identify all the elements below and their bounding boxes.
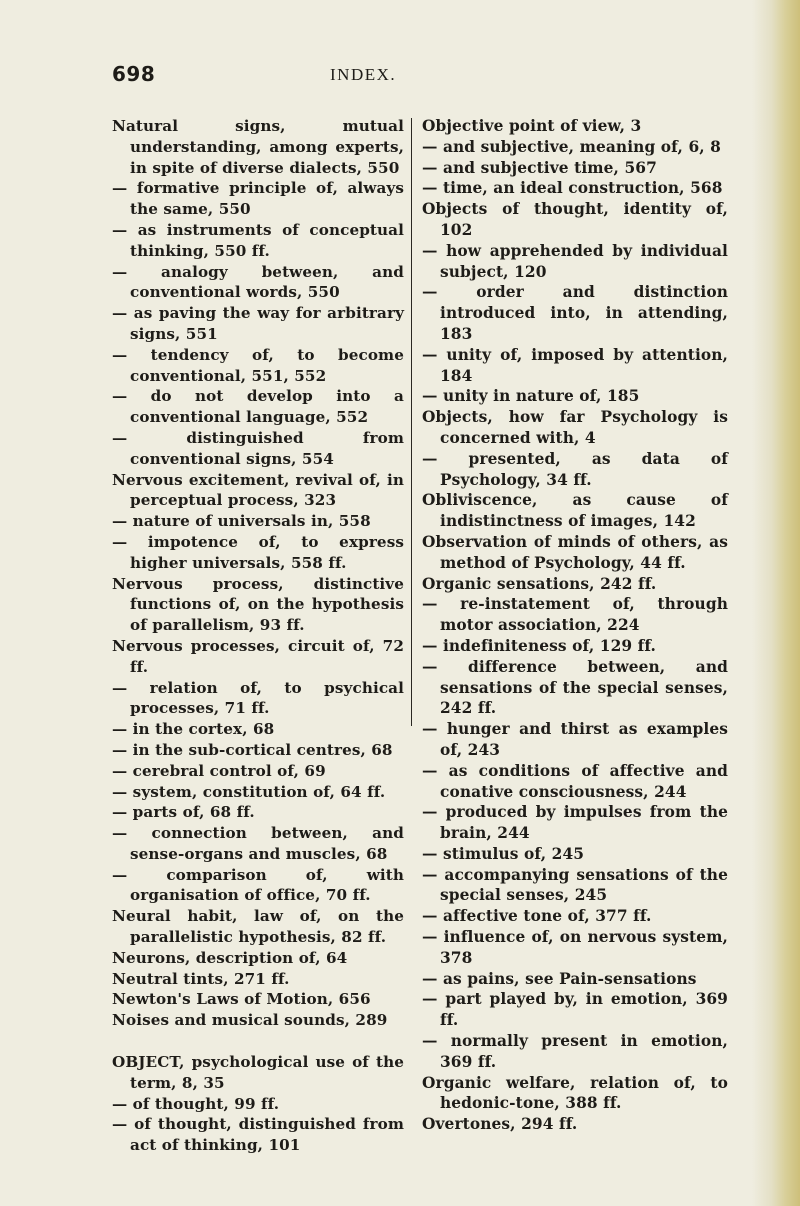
index-entry: Natural signs, mutual understanding, among experts, in spite of diverse dialects, 550 — [112, 117, 404, 177]
index-entry: — difference between, and sensations of the special senses, 242 ff. — [422, 657, 728, 718]
index-entry: — system, constitution of, 64 ff. — [112, 782, 386, 801]
index-entry: OBJECT, psychological use of the term, 8, 35 — [112, 1053, 404, 1092]
page-number: 698 — [112, 62, 156, 86]
index-entry: — indefiniteness of, 129 ff. — [422, 636, 657, 655]
index-entry: — of thought, distinguished from act of thinking, 101 — [112, 1115, 404, 1155]
index-entry: Objects of thought, identity of, 102 — [422, 200, 728, 239]
index-entry: Nervous excitement, revival of, in perceptual process, 323 — [112, 470, 404, 510]
index-entry: — formative principle of, always the same, 550 — [112, 179, 404, 219]
index-entry: — in the cortex, 68 — [112, 720, 275, 739]
index-gap — [112, 1031, 404, 1052]
index-entry: — comparison of, with organisation of office, 70 ff. — [112, 865, 404, 905]
index-entry: — parts of, 68 ff. — [112, 803, 255, 822]
index-entry: — as instruments of conceptual thinking, 550 ff. — [112, 220, 404, 260]
index-entry: Nervous process, distinctive functions of, on the hypothesis of parallelism, 93 ff. — [112, 574, 404, 635]
index-entry: — re-instatement of, through motor association, 224 — [422, 595, 728, 635]
index-entry: — impotence of, to express higher universals, 558 ff. — [112, 532, 404, 572]
index-entry: — order and distinction introduced into, in attending, 183 — [422, 283, 728, 343]
index-entry: — in the sub-cortical centres, 68 — [112, 740, 393, 759]
index-entry: — hunger and thirst as examples of, 243 — [422, 720, 728, 759]
index-entry: — cerebral control of, 69 — [112, 761, 326, 780]
column-divider — [411, 118, 412, 726]
page-header — [0, 62, 790, 86]
index-entry: Neutral tints, 271 ff. — [112, 969, 290, 988]
index-entry: Noises and musical sounds, 289 — [112, 1011, 388, 1030]
index-entry: — stimulus of, 245 — [422, 844, 585, 863]
index-entry: — relation of, to psychical processes, 71 ff. — [112, 678, 404, 718]
index-entry: — do not develop into a conventional language, 552 — [112, 387, 404, 427]
index-entry: — of thought, 99 ff. — [112, 1094, 280, 1113]
page-edge-shadow — [752, 0, 800, 1206]
index-column-left — [112, 116, 404, 1156]
index-entry: Organic welfare, relation of, to hedonic-tone, 388 ff. — [422, 1073, 728, 1113]
index-entry: — influence of, on nervous system, 378 — [422, 928, 728, 967]
index-entry: Objects, how far Psychology is concerned with, 4 — [422, 408, 728, 447]
index-entry: — produced by impulses from the brain, 244 — [422, 803, 728, 843]
index-entry: — and subjective, meaning of, 6, 8 — [422, 137, 721, 156]
index-entry: — normally present in emotion, 369 ff. — [422, 1032, 728, 1071]
index-entry: — and subjective time, 567 — [422, 158, 657, 177]
index-entry: — nature of universals in, 558 — [112, 512, 371, 531]
index-entry: Obliviscence, as cause of indistinctness of images, 142 — [422, 491, 728, 531]
index-entry: Observation of minds of others, as method of Psychology, 44 ff. — [422, 532, 728, 572]
index-entry: Organic sensations, 242 ff. — [422, 574, 657, 593]
index-entry: — connection between, and sense-organs and muscles, 68 — [112, 824, 404, 863]
index-entry: — unity in nature of, 185 — [422, 387, 640, 406]
index-entry: — as conditions of affective and conative consciousness, 244 — [422, 761, 728, 801]
index-entry: — as pains, see Pain-sensations — [422, 969, 697, 988]
index-entry: Nervous processes, circuit of, 72 ff. — [112, 636, 404, 676]
index-entry: — as paving the way for arbitrary signs, 551 — [112, 304, 404, 343]
index-entry: — presented, as data of Psychology, 34 ff. — [422, 449, 728, 489]
index-entry: Objective point of view, 3 — [422, 117, 642, 135]
index-entry: Overtones, 294 ff. — [422, 1115, 578, 1134]
index-entry: — distinguished from conventional signs, 554 — [112, 428, 404, 468]
index-entry: — accompanying sensations of the special senses, 245 — [422, 865, 728, 905]
index-entry: — tendency of, to become conventional, 551, 552 — [112, 345, 404, 385]
index-entry: — how apprehended by individual subject, 120 — [422, 241, 728, 281]
running-head: INDEX. — [330, 65, 397, 84]
index-entry: — analogy between, and conventional words, 550 — [112, 262, 404, 302]
index-entry: Neural habit, law of, on the parallelistic hypothesis, 82 ff. — [112, 907, 404, 947]
index-entry: Newton's Laws of Motion, 656 — [112, 990, 371, 1009]
index-entry: — part played by, in emotion, 369 ff. — [422, 990, 728, 1030]
index-entry: — unity of, imposed by attention, 184 — [422, 345, 728, 385]
index-entry: Neurons, description of, 64 — [112, 948, 348, 967]
index-entry: — affective tone of, 377 ff. — [422, 907, 652, 926]
index-entry: — time, an ideal construction, 568 — [422, 179, 723, 198]
index-column-right — [422, 116, 728, 1135]
